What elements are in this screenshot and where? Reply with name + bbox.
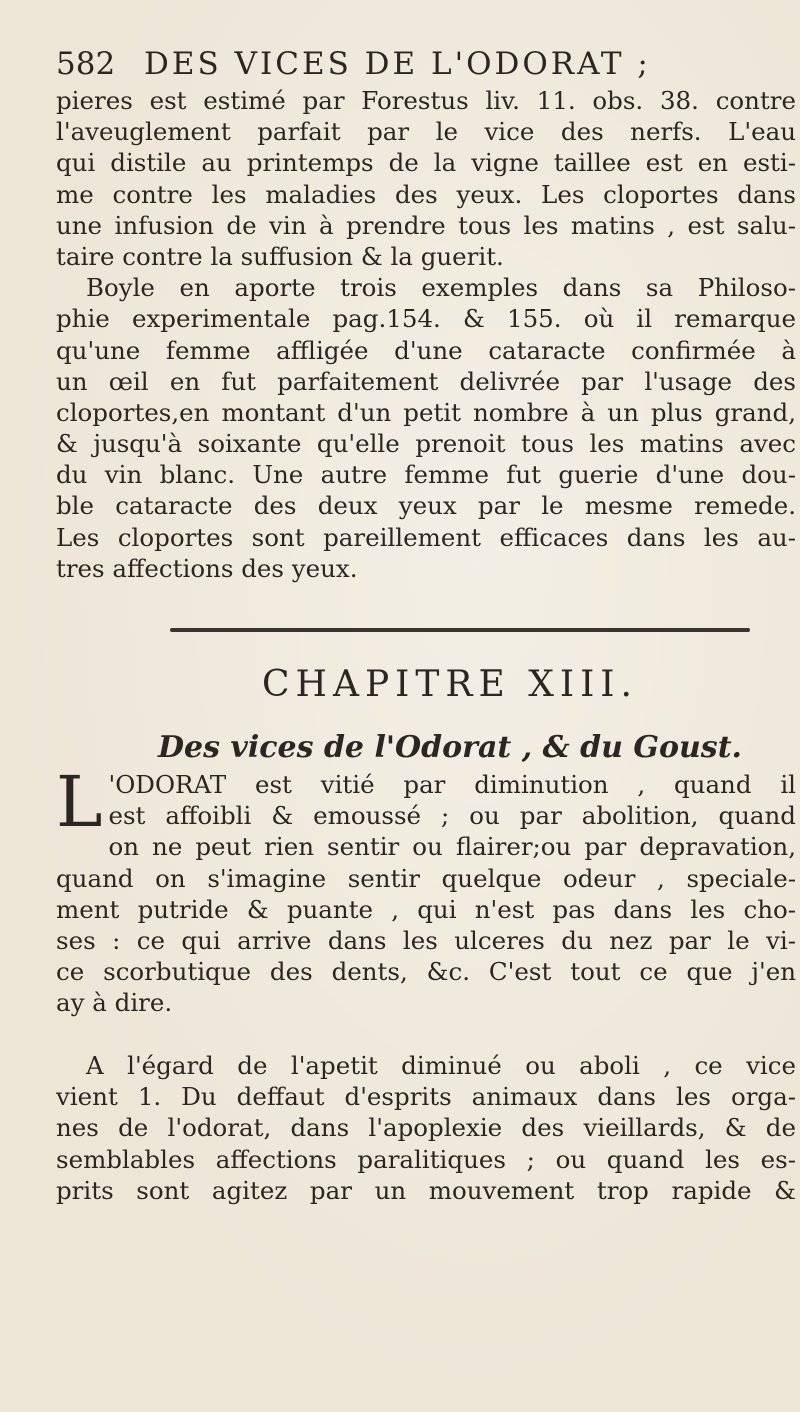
text-line: me contre les maladies des yeux. Les cloportes dans — [56, 179, 796, 209]
text-line: semblables affections paralitiques ; ou quand les es- — [56, 1144, 796, 1174]
paragraph-apetit — [56, 1050, 796, 1206]
text-line: une infusion de vin à prendre tous les matins , est salu- — [56, 210, 796, 240]
text-line: pieres est estimé par Forestus liv. 11. obs. 38. contre — [56, 86, 796, 115]
chapter-subtitle: Des vices de l'Odorat , & du Goust. — [158, 730, 742, 765]
text-line: ses : ce qui arrive dans les ulceres du nez par le vi- — [56, 925, 796, 955]
text-line: A l'égard de l'apetit diminué ou aboli , ce vice — [86, 1051, 796, 1080]
chapter-rule — [170, 628, 750, 632]
text-line: prits sont agitez par un mouvement trop rapide & — [56, 1175, 796, 1205]
text-line: un œil en fut parfaitement delivrée par l'usage des — [56, 366, 796, 396]
paragraph-remedies — [56, 85, 796, 584]
text-line: ment putride & puante , qui n'est pas dans les cho- — [56, 894, 796, 924]
text-line: vient 1. Du deffaut d'esprits animaux dans les orga- — [56, 1082, 796, 1112]
text-line: 'ODORAT est vitié par diminution , quand il — [108, 770, 796, 799]
text-line: tres affections des yeux. — [56, 553, 358, 583]
text-line: & jusqu'à soixante qu'elle prenoit tous les matins avec — [56, 429, 796, 459]
text-line: on ne peut rien sentir ou flairer;ou par depravation, — [108, 832, 796, 862]
running-title: DES VICES DE L'ODORAT ; — [144, 46, 651, 82]
text-line: Boyle en aporte trois exemples dans sa Philoso- — [86, 273, 796, 303]
text-line: ay à dire. — [56, 988, 173, 1018]
text-line: nes de l'odorat, dans l'apoplexie des vieillards, & de — [56, 1113, 796, 1143]
text-line: du vin blanc. Une autre femme fut guerie d'une dou- — [56, 460, 796, 490]
text-line: qui distile au printemps de la vigne taillee est en esti- — [56, 148, 796, 178]
text-line: est affoibli & emoussé ; ou par abolition, quand — [108, 801, 796, 831]
text-line: taire contre la suffusion & la guerit. — [56, 241, 504, 271]
text-line: Les cloportes sont pareillement efficaces dans les au- — [56, 522, 796, 552]
chapter-title: CHAPITRE XIII. — [262, 664, 638, 705]
text-line: l'aveuglement parfait par le vice des nerfs. L'eau — [56, 117, 796, 147]
text-line: quand on s'imagine sentir quelque odeur , speciale- — [56, 863, 796, 893]
text-line: cloportes,en montant d'un petit nombre à un plus grand, — [56, 397, 796, 427]
paragraph-odorat — [56, 761, 796, 1019]
text-line: ce scorbutique des dents, &c. C'est tout ce que j'en — [56, 957, 796, 987]
text-line: ble cataracte des deux yeux par le mesme remede. — [56, 491, 796, 521]
drop-cap: L — [56, 761, 103, 843]
text-line: qu'une femme affligée d'une cataracte confirmée à — [56, 335, 796, 365]
page-number: 582 — [56, 46, 116, 82]
text-line: phie experimentale pag.154. & 155. où il remarque — [56, 304, 796, 334]
